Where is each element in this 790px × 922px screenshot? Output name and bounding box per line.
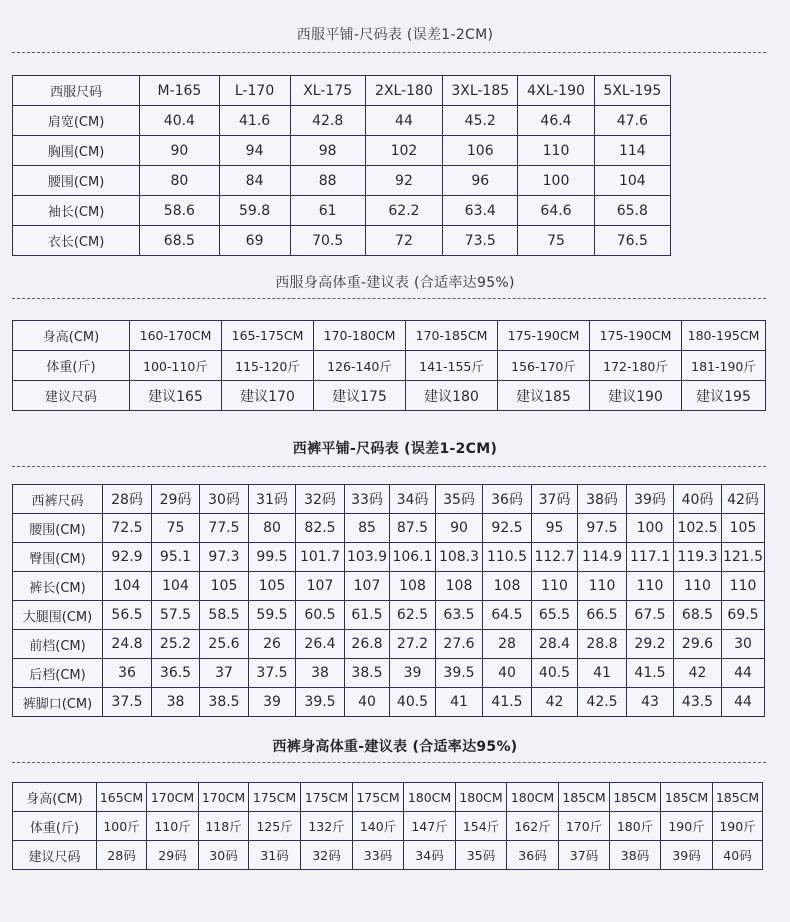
row-header-cell: 腰围(CM) <box>13 514 103 543</box>
table-cell: 68.5 <box>140 226 219 256</box>
table-cell: 117.1 <box>627 543 674 572</box>
table-cell: 99.5 <box>249 543 296 572</box>
table-cell: 112.7 <box>532 543 578 572</box>
row-header-cell: 后档(CM) <box>13 659 103 688</box>
table-cell: 42码 <box>722 485 765 514</box>
table-cell: 97.5 <box>578 514 627 543</box>
table-cell: 114.9 <box>578 543 627 572</box>
row-header-cell: 胸围(CM) <box>13 136 140 166</box>
table-cell: 110 <box>627 572 674 601</box>
table-cell: 40 <box>483 659 532 688</box>
table-cell: 40码 <box>713 841 763 870</box>
table-cell: 105 <box>200 572 249 601</box>
table-cell: 38码 <box>610 841 661 870</box>
table-cell: 46.4 <box>518 106 594 136</box>
pants-fit-title: 西裤身高体重-建议表 (合适率达95%) <box>272 739 518 755</box>
table-cell: 41 <box>578 659 627 688</box>
table-cell: 30 <box>722 630 765 659</box>
table-cell: 42.8 <box>290 106 365 136</box>
table-cell: 28.8 <box>578 630 627 659</box>
row-header-cell: 建议尺码 <box>13 381 130 411</box>
table-cell: 65.5 <box>532 601 578 630</box>
table-cell: 121.5 <box>722 543 765 572</box>
table-cell: 185CM <box>661 783 713 812</box>
row-header-cell: 前档(CM) <box>13 630 103 659</box>
row-header-cell: 臀围(CM) <box>13 543 103 572</box>
table-cell: 154斤 <box>456 812 507 841</box>
table-cell: 118斤 <box>199 812 249 841</box>
table-cell: 165-175CM <box>222 321 314 351</box>
table-cell: 98 <box>290 136 365 166</box>
table-cell: 104 <box>152 572 200 601</box>
row-header-cell: 裤长(CM) <box>13 572 103 601</box>
table-cell: 39 <box>390 659 436 688</box>
table-cell: 62.2 <box>365 196 442 226</box>
table-cell: 66.5 <box>578 601 627 630</box>
table-cell: 180CM <box>456 783 507 812</box>
table-row <box>13 106 671 136</box>
table-cell: 181-190斤 <box>682 351 766 381</box>
table-cell: 105 <box>722 514 765 543</box>
table-cell: 69.5 <box>722 601 765 630</box>
table-cell: 37 <box>200 659 249 688</box>
table-cell: 141-155斤 <box>406 351 498 381</box>
table-cell: 3XL-185 <box>443 76 518 106</box>
table-cell: 180CM <box>507 783 559 812</box>
table-cell: 24.8 <box>103 630 152 659</box>
table-cell: 75 <box>518 226 594 256</box>
table-cell: 30码 <box>199 841 249 870</box>
table-cell: 建议175 <box>314 381 406 411</box>
table-cell: 40.5 <box>390 688 436 717</box>
divider <box>12 466 766 467</box>
table-cell: 72.5 <box>103 514 152 543</box>
table-cell: 110斤 <box>147 812 199 841</box>
table-cell: 42 <box>532 688 578 717</box>
table-cell: 61 <box>290 196 365 226</box>
table-cell: 175CM <box>301 783 353 812</box>
table-row <box>13 196 671 226</box>
table-row <box>13 630 765 659</box>
table-cell: 29.2 <box>627 630 674 659</box>
table-row <box>13 485 765 514</box>
table-cell: 100斤 <box>97 812 147 841</box>
table-row <box>13 76 671 106</box>
table-cell: 70.5 <box>290 226 365 256</box>
table-cell: 107 <box>296 572 345 601</box>
table-cell: 40 <box>345 688 390 717</box>
table-cell: 75 <box>152 514 200 543</box>
table-cell: 44 <box>722 659 765 688</box>
table-cell: 36 <box>103 659 152 688</box>
table-cell: 39.5 <box>296 688 345 717</box>
table-cell: 94 <box>219 136 290 166</box>
table-cell: 2XL-180 <box>365 76 442 106</box>
row-header-cell: 腰围(CM) <box>13 166 140 196</box>
table-cell: 36.5 <box>152 659 200 688</box>
table-cell: 37码 <box>532 485 578 514</box>
table-cell: 39码 <box>627 485 674 514</box>
table-cell: XL-175 <box>290 76 365 106</box>
table-cell: 38.5 <box>200 688 249 717</box>
table-row <box>13 543 765 572</box>
table-cell: 38 <box>296 659 345 688</box>
row-header-cell: 大腿围(CM) <box>13 601 103 630</box>
divider <box>12 298 766 299</box>
table-cell: 87.5 <box>390 514 436 543</box>
table-row <box>13 514 765 543</box>
table-cell: 43 <box>627 688 674 717</box>
table-cell: 69 <box>219 226 290 256</box>
table-cell: 95.1 <box>152 543 200 572</box>
table-cell: 85 <box>345 514 390 543</box>
table-cell: 185CM <box>559 783 610 812</box>
table-cell: 108 <box>436 572 483 601</box>
table-cell: 58.6 <box>140 196 219 226</box>
table-cell: 38 <box>152 688 200 717</box>
table-cell: 59.5 <box>249 601 296 630</box>
table-cell: 56.5 <box>103 601 152 630</box>
pants-size-title: 西裤平铺-尺码表 (误差1-2CM) <box>292 441 498 457</box>
table-cell: 110 <box>578 572 627 601</box>
table-cell: 31码 <box>249 841 301 870</box>
table-cell: 35码 <box>436 485 483 514</box>
pants-size-table <box>12 484 765 717</box>
table-cell: 73.5 <box>443 226 518 256</box>
table-cell: 97.3 <box>200 543 249 572</box>
table-cell: 44 <box>365 106 442 136</box>
table-cell: 108.3 <box>436 543 483 572</box>
table-cell: 110.5 <box>483 543 532 572</box>
table-cell: 28.4 <box>532 630 578 659</box>
table-cell: 32码 <box>301 841 353 870</box>
table-cell: 76.5 <box>594 226 670 256</box>
table-cell: 165CM <box>97 783 147 812</box>
table-cell: 29.6 <box>674 630 722 659</box>
table-cell: 80 <box>140 166 219 196</box>
table-cell: 41.5 <box>627 659 674 688</box>
table-cell: 65.8 <box>594 196 670 226</box>
table-cell: 建议185 <box>498 381 590 411</box>
row-header-cell: 裤脚口(CM) <box>13 688 103 717</box>
table-cell: 37.5 <box>249 659 296 688</box>
row-header-cell: 肩宽(CM) <box>13 106 140 136</box>
table-cell: 114 <box>594 136 670 166</box>
table-cell: 92.9 <box>103 543 152 572</box>
table-cell: 37码 <box>559 841 610 870</box>
table-cell: 100-110斤 <box>130 351 222 381</box>
table-cell: 170-180CM <box>314 321 406 351</box>
table-cell: 44 <box>722 688 765 717</box>
table-cell: 170-185CM <box>406 321 498 351</box>
table-cell: 40码 <box>674 485 722 514</box>
table-row <box>13 783 763 812</box>
table-cell: 34码 <box>390 485 436 514</box>
table-row <box>13 166 671 196</box>
table-cell: 172-180斤 <box>590 351 682 381</box>
table-cell: 110 <box>674 572 722 601</box>
suit-fit-title: 西服身高体重-建议表 (合适率达95%) <box>275 275 515 291</box>
table-cell: 125斤 <box>249 812 301 841</box>
table-cell: 108 <box>483 572 532 601</box>
table-cell: 96 <box>443 166 518 196</box>
suit-size-table <box>12 75 671 256</box>
table-cell: 140斤 <box>353 812 404 841</box>
table-cell: 27.2 <box>390 630 436 659</box>
divider <box>12 52 766 53</box>
row-header-cell: 袖长(CM) <box>13 196 140 226</box>
table-cell: 100 <box>627 514 674 543</box>
table-cell: 40.5 <box>532 659 578 688</box>
table-cell: 84 <box>219 166 290 196</box>
table-cell: 32码 <box>296 485 345 514</box>
table-cell: 170CM <box>147 783 199 812</box>
table-row <box>13 226 671 256</box>
table-cell: 104 <box>103 572 152 601</box>
table-cell: 190斤 <box>713 812 763 841</box>
table-cell: 41.5 <box>483 688 532 717</box>
row-header-cell: 身高(CM) <box>13 783 97 812</box>
table-cell: 37.5 <box>103 688 152 717</box>
table-cell: 180斤 <box>610 812 661 841</box>
table-cell: 160-170CM <box>130 321 222 351</box>
row-header-cell: 体重(斤) <box>13 351 130 381</box>
table-cell: 42 <box>674 659 722 688</box>
table-cell: 31码 <box>249 485 296 514</box>
table-cell: 建议195 <box>682 381 766 411</box>
table-cell: 132斤 <box>301 812 353 841</box>
row-header-cell: 西服尺码 <box>13 76 140 106</box>
table-cell: 57.5 <box>152 601 200 630</box>
table-cell: 60.5 <box>296 601 345 630</box>
table-cell: 40.4 <box>140 106 219 136</box>
table-cell: 110 <box>532 572 578 601</box>
table-cell: 39 <box>249 688 296 717</box>
table-row <box>13 136 671 166</box>
table-cell: 102.5 <box>674 514 722 543</box>
table-cell: 92 <box>365 166 442 196</box>
table-cell: 63.4 <box>443 196 518 226</box>
table-cell: 45.2 <box>443 106 518 136</box>
table-row <box>13 812 763 841</box>
table-cell: 175-190CM <box>590 321 682 351</box>
pants-fit-table <box>12 782 763 870</box>
table-cell: 建议165 <box>130 381 222 411</box>
divider <box>12 762 766 763</box>
table-cell: 41 <box>436 688 483 717</box>
table-cell: L-170 <box>219 76 290 106</box>
table-cell: 47.6 <box>594 106 670 136</box>
table-cell: 104 <box>594 166 670 196</box>
table-cell: 105 <box>249 572 296 601</box>
table-cell: 35码 <box>456 841 507 870</box>
table-cell: 28码 <box>97 841 147 870</box>
table-cell: 64.6 <box>518 196 594 226</box>
table-cell: 26.8 <box>345 630 390 659</box>
table-row <box>13 659 765 688</box>
table-cell: 36码 <box>507 841 559 870</box>
table-cell: 170斤 <box>559 812 610 841</box>
table-cell: 25.6 <box>200 630 249 659</box>
table-cell: 39.5 <box>436 659 483 688</box>
table-cell: 119.3 <box>674 543 722 572</box>
table-cell: 110 <box>518 136 594 166</box>
table-cell: 26.4 <box>296 630 345 659</box>
table-cell: 29码 <box>152 485 200 514</box>
table-cell: 101.7 <box>296 543 345 572</box>
table-cell: 82.5 <box>296 514 345 543</box>
table-cell: 90 <box>436 514 483 543</box>
table-cell: 106 <box>443 136 518 166</box>
table-cell: 162斤 <box>507 812 559 841</box>
table-cell: 175CM <box>249 783 301 812</box>
suit-fit-table <box>12 320 766 411</box>
table-cell: 62.5 <box>390 601 436 630</box>
suit-size-title: 西服平铺-尺码表 (误差1-2CM) <box>296 27 494 43</box>
table-cell: 170CM <box>199 783 249 812</box>
table-row <box>13 601 765 630</box>
table-cell: 59.8 <box>219 196 290 226</box>
row-header-cell: 身高(CM) <box>13 321 130 351</box>
table-cell: 115-120斤 <box>222 351 314 381</box>
table-cell: 64.5 <box>483 601 532 630</box>
table-cell: 42.5 <box>578 688 627 717</box>
table-cell: 建议170 <box>222 381 314 411</box>
table-cell: 58.5 <box>200 601 249 630</box>
table-cell: 29码 <box>147 841 199 870</box>
table-cell: 30码 <box>200 485 249 514</box>
table-cell: 107 <box>345 572 390 601</box>
row-header-cell: 体重(斤) <box>13 812 97 841</box>
table-cell: 102 <box>365 136 442 166</box>
table-cell: 67.5 <box>627 601 674 630</box>
table-row <box>13 381 766 411</box>
table-cell: 5XL-195 <box>594 76 670 106</box>
table-cell: 43.5 <box>674 688 722 717</box>
table-cell: 25.2 <box>152 630 200 659</box>
table-cell: 185CM <box>713 783 763 812</box>
table-cell: 106.1 <box>390 543 436 572</box>
row-header-cell: 衣长(CM) <box>13 226 140 256</box>
table-cell: 72 <box>365 226 442 256</box>
table-cell: 92.5 <box>483 514 532 543</box>
table-cell: 180CM <box>404 783 456 812</box>
table-cell: 180-195CM <box>682 321 766 351</box>
table-cell: 4XL-190 <box>518 76 594 106</box>
row-header-cell: 建议尺码 <box>13 841 97 870</box>
table-cell: 34码 <box>404 841 456 870</box>
table-cell: 27.6 <box>436 630 483 659</box>
table-cell: 建议190 <box>590 381 682 411</box>
table-cell: 28码 <box>103 485 152 514</box>
table-cell: M-165 <box>140 76 219 106</box>
table-cell: 156-170斤 <box>498 351 590 381</box>
table-row <box>13 572 765 601</box>
table-row <box>13 351 766 381</box>
table-cell: 33码 <box>345 485 390 514</box>
table-cell: 36码 <box>483 485 532 514</box>
table-cell: 110 <box>722 572 765 601</box>
table-cell: 39码 <box>661 841 713 870</box>
table-cell: 80 <box>249 514 296 543</box>
table-cell: 108 <box>390 572 436 601</box>
table-cell: 38.5 <box>345 659 390 688</box>
table-cell: 103.9 <box>345 543 390 572</box>
table-cell: 38码 <box>578 485 627 514</box>
table-cell: 68.5 <box>674 601 722 630</box>
table-row <box>13 688 765 717</box>
table-cell: 175CM <box>353 783 404 812</box>
table-cell: 190斤 <box>661 812 713 841</box>
table-row <box>13 841 763 870</box>
table-cell: 88 <box>290 166 365 196</box>
table-cell: 63.5 <box>436 601 483 630</box>
row-header-cell: 西裤尺码 <box>13 485 103 514</box>
table-cell: 33码 <box>353 841 404 870</box>
table-cell: 77.5 <box>200 514 249 543</box>
table-cell: 26 <box>249 630 296 659</box>
table-cell: 126-140斤 <box>314 351 406 381</box>
table-row <box>13 321 766 351</box>
table-cell: 41.6 <box>219 106 290 136</box>
table-cell: 90 <box>140 136 219 166</box>
table-cell: 建议180 <box>406 381 498 411</box>
table-cell: 147斤 <box>404 812 456 841</box>
table-cell: 175-190CM <box>498 321 590 351</box>
table-cell: 185CM <box>610 783 661 812</box>
table-cell: 61.5 <box>345 601 390 630</box>
table-cell: 28 <box>483 630 532 659</box>
table-cell: 95 <box>532 514 578 543</box>
table-cell: 100 <box>518 166 594 196</box>
